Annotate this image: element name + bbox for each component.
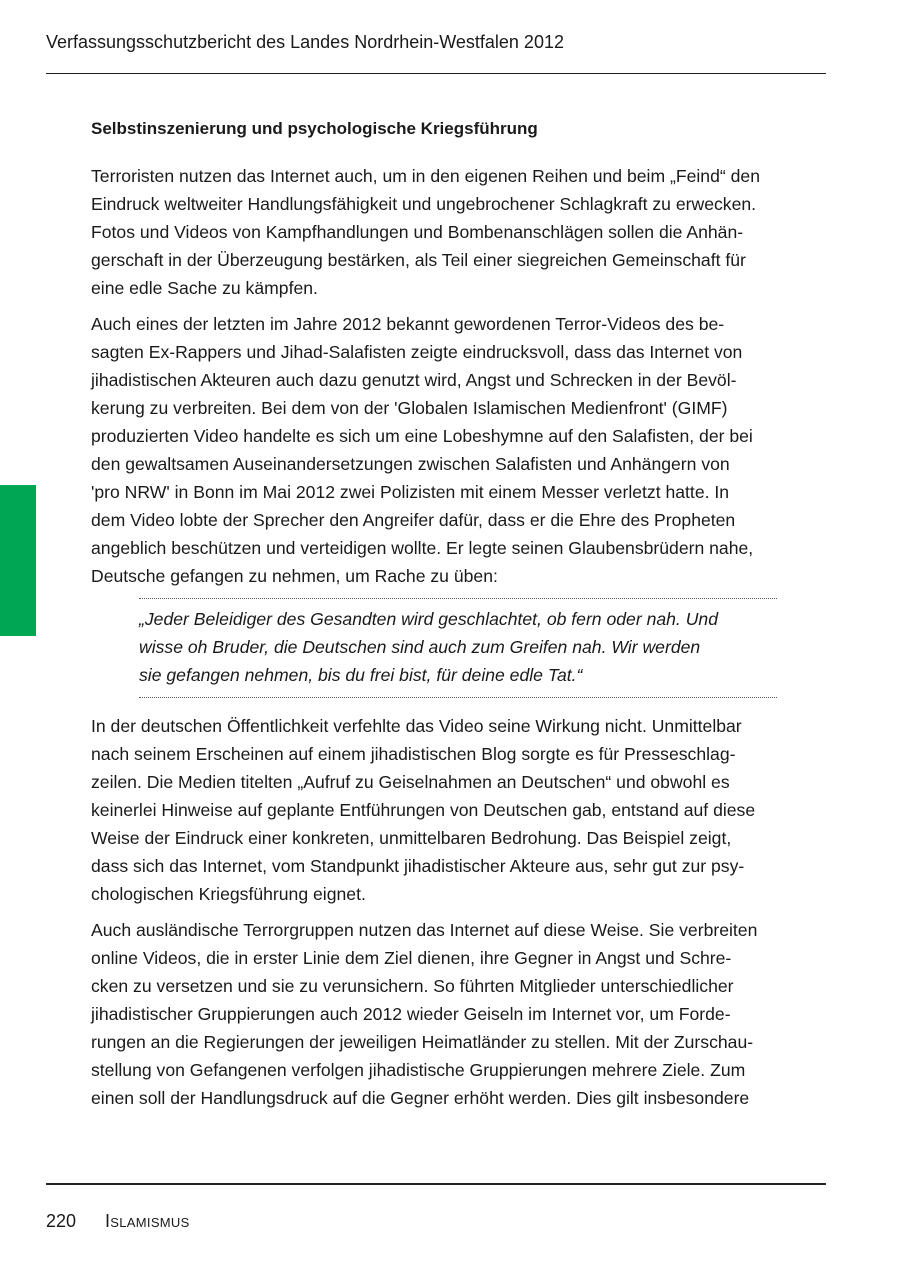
text-line: kerung zu verbreiten. Bei dem von der 'Globalen Islamischen Medienfront' (GIMF)	[91, 398, 728, 418]
text-line: dass sich das Internet, vom Standpunkt jihadistischer Akteure aus, sehr gut zur psy-	[91, 856, 745, 876]
quote-line: „Jeder Beleidiger des Gesandten wird geschlachtet, ob fern oder nah. Und	[139, 609, 718, 629]
running-header: Verfassungsschutzbericht des Landes Nordrhein-Westfalen 2012	[46, 32, 564, 52]
text-line: einen soll der Handlungsdruck auf die Gegner erhöht werden. Dies gilt insbesondere	[91, 1088, 750, 1108]
text-line: Fotos und Videos von Kampfhandlungen und Bombenanschlägen sollen die Anhän-	[91, 222, 744, 242]
text-line: eine edle Sache zu kämpfen.	[91, 278, 318, 298]
page-number: 220	[46, 1211, 77, 1231]
text-line: stellung von Gefangenen verfolgen jihadistische Gruppierungen mehrere Ziele. Zum	[91, 1060, 746, 1080]
text-line: rungen an die Regierungen der jeweiligen Heimatländer zu stellen. Mit der Zurschau-	[91, 1032, 754, 1052]
text-line: Weise der Eindruck einer konkreten, unmittelbaren Bedrohung. Das Beispiel zeigt,	[91, 828, 732, 848]
text-line: gerschaft in der Überzeugung bestärken, als Teil einer siegreichen Gemeinschaft für	[91, 250, 746, 270]
paragraph-2	[91, 310, 826, 590]
text-line: nach seinem Erscheinen auf einem jihadistischen Blog sorgte es für Presseschlag-	[91, 744, 736, 764]
page-content	[91, 116, 826, 1120]
text-line: zeilen. Die Medien titelten „Aufruf zu Geiselnahmen an Deutschen“ und obwohl es	[91, 772, 730, 792]
text-line: 'pro NRW' in Bonn im Mai 2012 zwei Polizisten mit einem Messer verletzt hatte. In	[91, 482, 730, 502]
text-line: Deutsche gefangen zu nehmen, um Rache zu üben:	[91, 566, 498, 586]
text-line: angeblich beschützen und verteidigen wollte. Er legte seinen Glaubensbrüdern nahe,	[91, 538, 754, 558]
text-line: produzierten Video handelte es sich um eine Lobeshymne auf den Salafisten, der bei	[91, 426, 753, 446]
text-line: jihadistischen Akteuren auch dazu genutzt wird, Angst und Schrecken in der Bevöl-	[91, 370, 737, 390]
paragraph-1	[91, 162, 826, 302]
text-line: jihadistischer Gruppierungen auch 2012 wieder Geiseln im Internet vor, um Forde-	[91, 1004, 731, 1024]
header-rule	[46, 73, 826, 74]
quote-line: sie gefangen nehmen, bis du frei bist, für deine edle Tat.“	[139, 665, 583, 685]
text-line: keinerlei Hinweise auf geplante Entführungen von Deutschen gab, entstand auf diese	[91, 800, 756, 820]
chapter-color-tab	[0, 485, 36, 636]
text-line: sagten Ex-Rappers und Jihad-Salafisten zeigte eindrucksvoll, dass das Internet von	[91, 342, 743, 362]
text-line: cken zu versetzen und sie zu verunsichern. So führten Mitglieder unterschiedlicher	[91, 976, 734, 996]
footer-rule	[46, 1183, 826, 1185]
text-line: Auch eines der letzten im Jahre 2012 bekannt gewordenen Terror-Videos des be-	[91, 314, 725, 334]
text-line: chologischen Kriegsführung eignet.	[91, 884, 366, 904]
quote-block	[139, 598, 777, 698]
text-line: online Videos, die in erster Linie dem Ziel dienen, ihre Gegner in Angst und Schre-	[91, 948, 732, 968]
section-heading: Selbstinszenierung und psychologische Kriegsführung	[91, 119, 538, 138]
paragraph-3	[91, 712, 826, 908]
paragraph-4	[91, 916, 826, 1112]
text-line: Eindruck weltweiter Handlungsfähigkeit und ungebrochener Schlagkraft zu erwecken.	[91, 194, 757, 214]
quote-line: wisse oh Bruder, die Deutschen sind auch zum Greifen nah. Wir werden	[139, 637, 701, 657]
footer-section-name: Islamismus	[105, 1211, 190, 1231]
text-line: den gewaltsamen Auseinandersetzungen zwischen Salafisten und Anhängern von	[91, 454, 730, 474]
text-line: In der deutschen Öffentlichkeit verfehlte das Video seine Wirkung nicht. Unmittelbar	[91, 716, 742, 736]
text-line: Auch ausländische Terrorgruppen nutzen das Internet auf diese Weise. Sie verbreiten	[91, 920, 758, 940]
text-line: dem Video lobte der Sprecher den Angreifer dafür, dass er die Ehre des Propheten	[91, 510, 736, 530]
text-line: Terroristen nutzen das Internet auch, um in den eigenen Reihen und beim „Feind“ den	[91, 166, 760, 186]
